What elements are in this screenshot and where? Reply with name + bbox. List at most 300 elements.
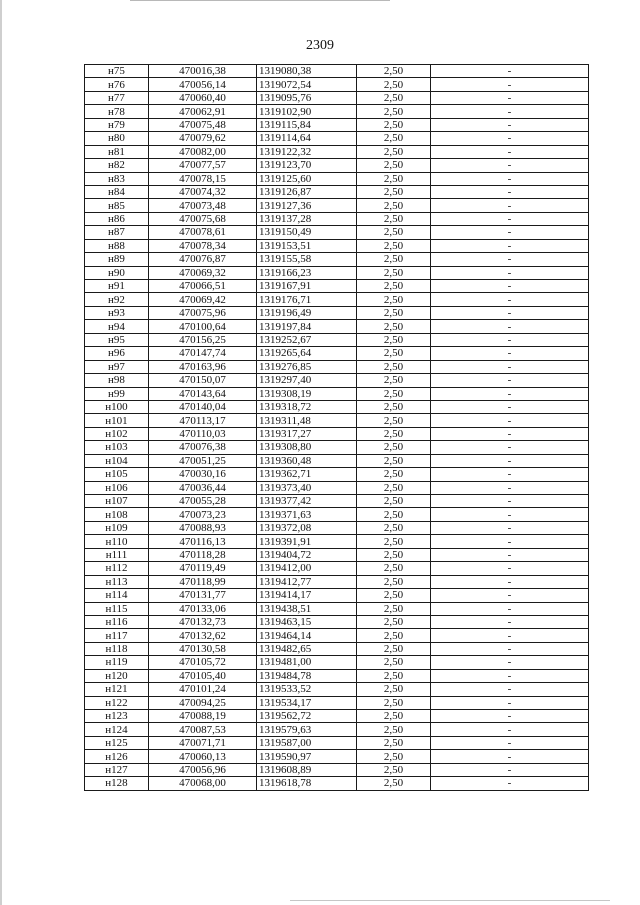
note-cell: -	[431, 441, 589, 454]
accuracy-cell: 2,50	[357, 132, 431, 145]
y-coordinate-cell: 1319373,40	[257, 481, 357, 494]
point-cell: н115	[85, 602, 149, 615]
note-cell: -	[431, 723, 589, 736]
note-cell: -	[431, 65, 589, 78]
note-cell: -	[431, 132, 589, 145]
note-cell: -	[431, 226, 589, 239]
x-coordinate-cell: 470073,48	[149, 199, 257, 212]
accuracy-cell: 2,50	[357, 320, 431, 333]
x-coordinate-cell: 470105,40	[149, 669, 257, 682]
accuracy-cell: 2,50	[357, 253, 431, 266]
table-row	[85, 212, 589, 225]
point-cell: н80	[85, 132, 149, 145]
accuracy-cell: 2,50	[357, 306, 431, 319]
table-row	[85, 360, 589, 373]
y-coordinate-cell: 1319308,80	[257, 441, 357, 454]
y-coordinate-cell: 1319176,71	[257, 293, 357, 306]
table-row	[85, 132, 589, 145]
note-cell: -	[431, 521, 589, 534]
table-row	[85, 508, 589, 521]
table-row	[85, 374, 589, 387]
table-row	[85, 172, 589, 185]
accuracy-cell: 2,50	[357, 562, 431, 575]
point-cell: н127	[85, 763, 149, 776]
accuracy-cell: 2,50	[357, 777, 431, 790]
table-row	[85, 736, 589, 749]
point-cell: н125	[85, 736, 149, 749]
x-coordinate-cell: 470036,44	[149, 481, 257, 494]
point-cell: н79	[85, 118, 149, 131]
table-row	[85, 562, 589, 575]
point-cell: н108	[85, 508, 149, 521]
accuracy-cell: 2,50	[357, 172, 431, 185]
note-cell: -	[431, 333, 589, 346]
y-coordinate-cell: 1319150,49	[257, 226, 357, 239]
accuracy-cell: 2,50	[357, 629, 431, 642]
point-cell: н75	[85, 65, 149, 78]
note-cell: -	[431, 414, 589, 427]
point-cell: н118	[85, 642, 149, 655]
point-cell: н86	[85, 212, 149, 225]
accuracy-cell: 2,50	[357, 642, 431, 655]
x-coordinate-cell: 470131,77	[149, 589, 257, 602]
accuracy-cell: 2,50	[357, 199, 431, 212]
coordinates-table	[84, 64, 589, 791]
y-coordinate-cell: 1319252,67	[257, 333, 357, 346]
table-row	[85, 105, 589, 118]
accuracy-cell: 2,50	[357, 736, 431, 749]
y-coordinate-cell: 1319297,40	[257, 374, 357, 387]
y-coordinate-cell: 1319371,63	[257, 508, 357, 521]
accuracy-cell: 2,50	[357, 400, 431, 413]
y-coordinate-cell: 1319167,91	[257, 280, 357, 293]
y-coordinate-cell: 1319123,70	[257, 159, 357, 172]
note-cell: -	[431, 306, 589, 319]
y-coordinate-cell: 1319372,08	[257, 521, 357, 534]
point-cell: н101	[85, 414, 149, 427]
point-cell: н107	[85, 495, 149, 508]
accuracy-cell: 2,50	[357, 159, 431, 172]
point-cell: н87	[85, 226, 149, 239]
x-coordinate-cell: 470076,38	[149, 441, 257, 454]
x-coordinate-cell: 470068,00	[149, 777, 257, 790]
accuracy-cell: 2,50	[357, 548, 431, 561]
table-row	[85, 575, 589, 588]
y-coordinate-cell: 1319102,90	[257, 105, 357, 118]
y-coordinate-cell: 1319122,32	[257, 145, 357, 158]
point-cell: н112	[85, 562, 149, 575]
note-cell: -	[431, 320, 589, 333]
note-cell: -	[431, 239, 589, 252]
x-coordinate-cell: 470055,28	[149, 495, 257, 508]
point-cell: н126	[85, 750, 149, 763]
table-row	[85, 118, 589, 131]
note-cell: -	[431, 629, 589, 642]
y-coordinate-cell: 1319166,23	[257, 266, 357, 279]
point-cell: н116	[85, 615, 149, 628]
point-cell: н117	[85, 629, 149, 642]
y-coordinate-cell: 1319127,36	[257, 199, 357, 212]
note-cell: -	[431, 589, 589, 602]
x-coordinate-cell: 470156,25	[149, 333, 257, 346]
point-cell: н102	[85, 427, 149, 440]
point-cell: н84	[85, 185, 149, 198]
x-coordinate-cell: 470074,32	[149, 185, 257, 198]
point-cell: н81	[85, 145, 149, 158]
table-row	[85, 65, 589, 78]
point-cell: н85	[85, 199, 149, 212]
accuracy-cell: 2,50	[357, 414, 431, 427]
note-cell: -	[431, 602, 589, 615]
y-coordinate-cell: 1319484,78	[257, 669, 357, 682]
table-row	[85, 199, 589, 212]
table-row	[85, 481, 589, 494]
y-coordinate-cell: 1319311,48	[257, 414, 357, 427]
note-cell: -	[431, 750, 589, 763]
x-coordinate-cell: 470060,13	[149, 750, 257, 763]
y-coordinate-cell: 1319579,63	[257, 723, 357, 736]
y-coordinate-cell: 1319276,85	[257, 360, 357, 373]
accuracy-cell: 2,50	[357, 669, 431, 682]
y-coordinate-cell: 1319562,72	[257, 710, 357, 723]
table-row	[85, 629, 589, 642]
note-cell: -	[431, 280, 589, 293]
table-row	[85, 266, 589, 279]
note-cell: -	[431, 468, 589, 481]
table-row	[85, 602, 589, 615]
y-coordinate-cell: 1319153,51	[257, 239, 357, 252]
table-row	[85, 750, 589, 763]
x-coordinate-cell: 470079,62	[149, 132, 257, 145]
accuracy-cell: 2,50	[357, 293, 431, 306]
y-coordinate-cell: 1319404,72	[257, 548, 357, 561]
y-coordinate-cell: 1319414,17	[257, 589, 357, 602]
y-coordinate-cell: 1319482,65	[257, 642, 357, 655]
y-coordinate-cell: 1319317,27	[257, 427, 357, 440]
accuracy-cell: 2,50	[357, 374, 431, 387]
x-coordinate-cell: 470056,96	[149, 763, 257, 776]
note-cell: -	[431, 683, 589, 696]
y-coordinate-cell: 1319534,17	[257, 696, 357, 709]
y-coordinate-cell: 1319080,38	[257, 65, 357, 78]
point-cell: н124	[85, 723, 149, 736]
note-cell: -	[431, 105, 589, 118]
y-coordinate-cell: 1319391,91	[257, 535, 357, 548]
table-row	[85, 710, 589, 723]
note-cell: -	[431, 508, 589, 521]
note-cell: -	[431, 656, 589, 669]
accuracy-cell: 2,50	[357, 333, 431, 346]
accuracy-cell: 2,50	[357, 495, 431, 508]
point-cell: н106	[85, 481, 149, 494]
y-coordinate-cell: 1319412,77	[257, 575, 357, 588]
x-coordinate-cell: 470118,28	[149, 548, 257, 561]
accuracy-cell: 2,50	[357, 454, 431, 467]
point-cell: н114	[85, 589, 149, 602]
coordinates-table-body	[85, 65, 589, 791]
point-cell: н110	[85, 535, 149, 548]
y-coordinate-cell: 1319438,51	[257, 602, 357, 615]
x-coordinate-cell: 470069,32	[149, 266, 257, 279]
table-row	[85, 239, 589, 252]
x-coordinate-cell: 470132,73	[149, 615, 257, 628]
point-cell: н82	[85, 159, 149, 172]
y-coordinate-cell: 1319308,19	[257, 387, 357, 400]
x-coordinate-cell: 470060,40	[149, 91, 257, 104]
note-cell: -	[431, 212, 589, 225]
point-cell: н111	[85, 548, 149, 561]
note-cell: -	[431, 710, 589, 723]
accuracy-cell: 2,50	[357, 266, 431, 279]
bottom-rule	[290, 900, 610, 901]
note-cell: -	[431, 118, 589, 131]
table-row	[85, 777, 589, 790]
point-cell: н76	[85, 78, 149, 91]
note-cell: -	[431, 400, 589, 413]
point-cell: н91	[85, 280, 149, 293]
accuracy-cell: 2,50	[357, 710, 431, 723]
table-row	[85, 495, 589, 508]
table-row	[85, 656, 589, 669]
x-coordinate-cell: 470075,68	[149, 212, 257, 225]
table-row	[85, 185, 589, 198]
x-coordinate-cell: 470133,06	[149, 602, 257, 615]
table-row	[85, 548, 589, 561]
y-coordinate-cell: 1319618,78	[257, 777, 357, 790]
x-coordinate-cell: 470030,16	[149, 468, 257, 481]
x-coordinate-cell: 470073,23	[149, 508, 257, 521]
accuracy-cell: 2,50	[357, 535, 431, 548]
x-coordinate-cell: 470069,42	[149, 293, 257, 306]
point-cell: н104	[85, 454, 149, 467]
scan-left-edge	[0, 0, 2, 905]
table-row	[85, 723, 589, 736]
table-row	[85, 400, 589, 413]
accuracy-cell: 2,50	[357, 602, 431, 615]
note-cell: -	[431, 481, 589, 494]
note-cell: -	[431, 78, 589, 91]
point-cell: н88	[85, 239, 149, 252]
x-coordinate-cell: 470075,48	[149, 118, 257, 131]
note-cell: -	[431, 763, 589, 776]
note-cell: -	[431, 91, 589, 104]
x-coordinate-cell: 470088,93	[149, 521, 257, 534]
table-row	[85, 669, 589, 682]
x-coordinate-cell: 470110,03	[149, 427, 257, 440]
table-row	[85, 320, 589, 333]
point-cell: н109	[85, 521, 149, 534]
accuracy-cell: 2,50	[357, 360, 431, 373]
x-coordinate-cell: 470056,14	[149, 78, 257, 91]
y-coordinate-cell: 1319197,84	[257, 320, 357, 333]
table-row	[85, 468, 589, 481]
table-row	[85, 293, 589, 306]
x-coordinate-cell: 470075,96	[149, 306, 257, 319]
x-coordinate-cell: 470140,04	[149, 400, 257, 413]
y-coordinate-cell: 1319125,60	[257, 172, 357, 185]
x-coordinate-cell: 470105,72	[149, 656, 257, 669]
x-coordinate-cell: 470082,00	[149, 145, 257, 158]
x-coordinate-cell: 470087,53	[149, 723, 257, 736]
note-cell: -	[431, 199, 589, 212]
accuracy-cell: 2,50	[357, 696, 431, 709]
accuracy-cell: 2,50	[357, 615, 431, 628]
accuracy-cell: 2,50	[357, 185, 431, 198]
x-coordinate-cell: 470163,96	[149, 360, 257, 373]
point-cell: н77	[85, 91, 149, 104]
x-coordinate-cell: 470066,51	[149, 280, 257, 293]
x-coordinate-cell: 470077,57	[149, 159, 257, 172]
accuracy-cell: 2,50	[357, 750, 431, 763]
y-coordinate-cell: 1319155,58	[257, 253, 357, 266]
point-cell: н83	[85, 172, 149, 185]
y-coordinate-cell: 1319608,89	[257, 763, 357, 776]
note-cell: -	[431, 145, 589, 158]
table-row	[85, 159, 589, 172]
x-coordinate-cell: 470062,91	[149, 105, 257, 118]
note-cell: -	[431, 669, 589, 682]
y-coordinate-cell: 1319114,64	[257, 132, 357, 145]
table-row	[85, 589, 589, 602]
x-coordinate-cell: 470116,13	[149, 535, 257, 548]
note-cell: -	[431, 293, 589, 306]
table-row	[85, 454, 589, 467]
note-cell: -	[431, 159, 589, 172]
x-coordinate-cell: 470119,49	[149, 562, 257, 575]
point-cell: н103	[85, 441, 149, 454]
point-cell: н90	[85, 266, 149, 279]
x-coordinate-cell: 470113,17	[149, 414, 257, 427]
y-coordinate-cell: 1319196,49	[257, 306, 357, 319]
table-row	[85, 280, 589, 293]
x-coordinate-cell: 470016,38	[149, 65, 257, 78]
accuracy-cell: 2,50	[357, 427, 431, 440]
x-coordinate-cell: 470078,15	[149, 172, 257, 185]
accuracy-cell: 2,50	[357, 441, 431, 454]
point-cell: н123	[85, 710, 149, 723]
accuracy-cell: 2,50	[357, 508, 431, 521]
x-coordinate-cell: 470051,25	[149, 454, 257, 467]
point-cell: н95	[85, 333, 149, 346]
note-cell: -	[431, 736, 589, 749]
note-cell: -	[431, 347, 589, 360]
x-coordinate-cell: 470100,64	[149, 320, 257, 333]
point-cell: н99	[85, 387, 149, 400]
point-cell: н78	[85, 105, 149, 118]
table-row	[85, 763, 589, 776]
accuracy-cell: 2,50	[357, 145, 431, 158]
point-cell: н89	[85, 253, 149, 266]
y-coordinate-cell: 1319265,64	[257, 347, 357, 360]
accuracy-cell: 2,50	[357, 683, 431, 696]
table-row	[85, 226, 589, 239]
table-row	[85, 696, 589, 709]
accuracy-cell: 2,50	[357, 239, 431, 252]
point-cell: н98	[85, 374, 149, 387]
note-cell: -	[431, 777, 589, 790]
accuracy-cell: 2,50	[357, 65, 431, 78]
note-cell: -	[431, 562, 589, 575]
accuracy-cell: 2,50	[357, 481, 431, 494]
table-row	[85, 306, 589, 319]
table-row	[85, 333, 589, 346]
y-coordinate-cell: 1319095,76	[257, 91, 357, 104]
x-coordinate-cell: 470150,07	[149, 374, 257, 387]
top-rule	[130, 0, 390, 1]
table-row	[85, 427, 589, 440]
x-coordinate-cell: 470132,62	[149, 629, 257, 642]
y-coordinate-cell: 1319072,54	[257, 78, 357, 91]
x-coordinate-cell: 470094,25	[149, 696, 257, 709]
note-cell: -	[431, 696, 589, 709]
x-coordinate-cell: 470071,71	[149, 736, 257, 749]
y-coordinate-cell: 1319533,52	[257, 683, 357, 696]
table-row	[85, 683, 589, 696]
page-number: 2309	[306, 38, 334, 53]
note-cell: -	[431, 185, 589, 198]
x-coordinate-cell: 470143,64	[149, 387, 257, 400]
accuracy-cell: 2,50	[357, 280, 431, 293]
point-cell: н121	[85, 683, 149, 696]
note-cell: -	[431, 387, 589, 400]
table-row	[85, 535, 589, 548]
x-coordinate-cell: 470118,99	[149, 575, 257, 588]
accuracy-cell: 2,50	[357, 521, 431, 534]
point-cell: н128	[85, 777, 149, 790]
table-row	[85, 91, 589, 104]
table-row	[85, 642, 589, 655]
point-cell: н119	[85, 656, 149, 669]
accuracy-cell: 2,50	[357, 105, 431, 118]
accuracy-cell: 2,50	[357, 468, 431, 481]
accuracy-cell: 2,50	[357, 589, 431, 602]
point-cell: н113	[85, 575, 149, 588]
note-cell: -	[431, 548, 589, 561]
point-cell: н94	[85, 320, 149, 333]
table-row	[85, 615, 589, 628]
table-row	[85, 441, 589, 454]
accuracy-cell: 2,50	[357, 656, 431, 669]
note-cell: -	[431, 495, 589, 508]
point-cell: н122	[85, 696, 149, 709]
table-row	[85, 414, 589, 427]
note-cell: -	[431, 374, 589, 387]
note-cell: -	[431, 642, 589, 655]
accuracy-cell: 2,50	[357, 763, 431, 776]
y-coordinate-cell: 1319115,84	[257, 118, 357, 131]
table-row	[85, 387, 589, 400]
y-coordinate-cell: 1319137,28	[257, 212, 357, 225]
y-coordinate-cell: 1319463,15	[257, 615, 357, 628]
y-coordinate-cell: 1319318,72	[257, 400, 357, 413]
point-cell: н100	[85, 400, 149, 413]
point-cell: н96	[85, 347, 149, 360]
note-cell: -	[431, 427, 589, 440]
note-cell: -	[431, 360, 589, 373]
accuracy-cell: 2,50	[357, 212, 431, 225]
y-coordinate-cell: 1319412,00	[257, 562, 357, 575]
x-coordinate-cell: 470101,24	[149, 683, 257, 696]
note-cell: -	[431, 615, 589, 628]
accuracy-cell: 2,50	[357, 387, 431, 400]
y-coordinate-cell: 1319377,42	[257, 495, 357, 508]
x-coordinate-cell: 470147,74	[149, 347, 257, 360]
accuracy-cell: 2,50	[357, 723, 431, 736]
x-coordinate-cell: 470088,19	[149, 710, 257, 723]
x-coordinate-cell: 470130,58	[149, 642, 257, 655]
x-coordinate-cell: 470078,61	[149, 226, 257, 239]
accuracy-cell: 2,50	[357, 78, 431, 91]
